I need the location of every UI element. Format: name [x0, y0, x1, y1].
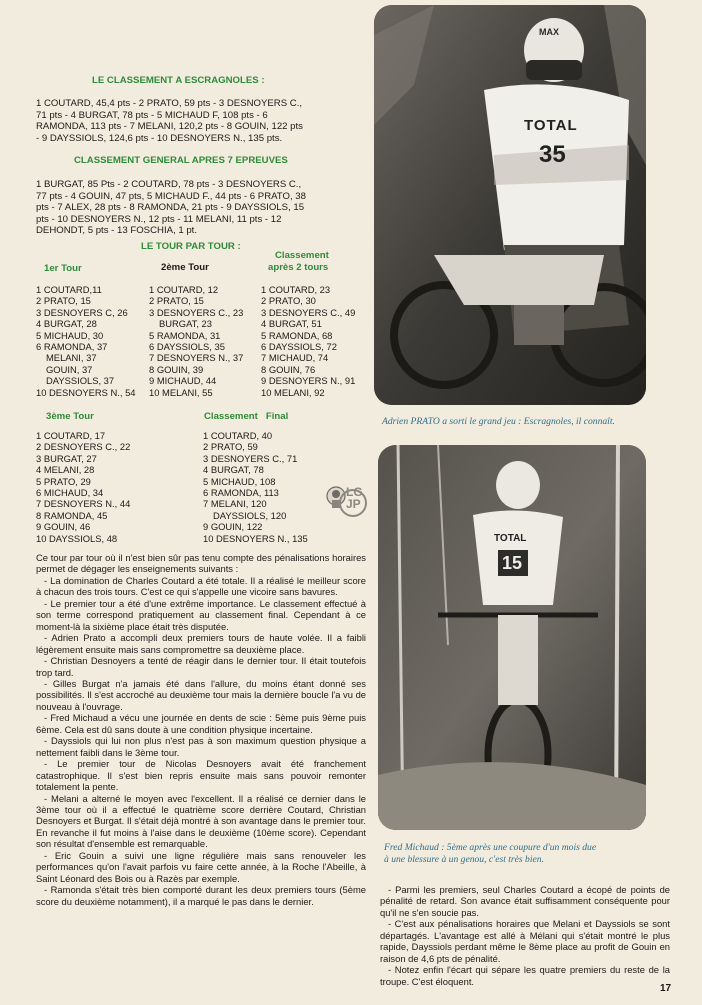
caption-line: à une blessure à un genou, c'est très bien. [384, 854, 544, 865]
list-item: 4 BURGAT, 28 [36, 318, 97, 330]
list-item: 7 DESNOYERS N., 44 [36, 498, 131, 510]
list-item: 5 MICHAUD, 108 [203, 475, 276, 487]
apres2-list [261, 284, 355, 398]
paragraph: - La domination de Charles Coutard a été totale. Il a réalisé le meilleur score à chacun des trois tours. C'est ce qui s'appelle une vicoire sans bavures. [36, 574, 366, 598]
list-item: 6 MICHAUD, 34 [36, 487, 104, 499]
list-item: 2 PRATO, 15 [36, 295, 91, 307]
list-item: 8 RAMONDA, 45 [36, 509, 108, 521]
list-item: 6 DAYSSIOLS, 72 [261, 341, 337, 353]
paragraph: - Melani a alterné le moyen avec l'excellent. Il a réalisé ce dernier dans le 3ème tour où il a effectué le quatrième score derrière Coutard, Christian Desnoyers et Burgat. Il s'était déjà montré à son avantage dans le premier tour. En revanche il fut moins à l'aise dans le deuxième (10ème score). Cependant son résultat d'ensemble est remarquable. [36, 792, 366, 850]
escragnoles-results [36, 98, 366, 144]
list-item: 9 MICHAUD, 44 [149, 375, 217, 387]
paragraph: - Dayssiols qui lui non plus n'est pas à son maximum question physique a nettement faibli dans le 3ème tour. [36, 735, 366, 758]
result-line: 1 COUTARD, 45,4 pts - 2 PRATO, 59 pts - 3 DESNOYERS C., [36, 98, 303, 109]
list-item: 5 RAMONDA, 31 [149, 329, 221, 341]
paragraph: - Ramonda s'était très bien comporté durant les deux premiers tours (5ème score du deuxième notamment), il a marqué le pas dans le dernier. [36, 884, 366, 907]
list-item: 9 DESNOYERS N., 91 [261, 375, 356, 387]
list-item: 4 BURGAT, 51 [261, 318, 322, 330]
page-number: 17 [660, 983, 672, 994]
body-left [36, 552, 366, 907]
paragraph: - Fred Michaud a vécu une journée en dents de scie : 5ème puis 9ème puis 6ème. Cela est dû sans doute à une condition physique incertaine. [36, 712, 366, 735]
list-item: 1 COUTARD, 23 [261, 284, 331, 295]
result-line: 77 pts - 4 GOUIN, 47 pts, 5 MICHAUD F., 44 pts - 6 PRATO, 38 [36, 190, 306, 202]
body-right [380, 884, 670, 987]
list-item: 6 DAYSSIOLS, 35 [149, 341, 225, 353]
list-item: 3 DESNOYERS C, 26 [36, 306, 128, 318]
paragraph: - Notez enfin l'écart qui sépare les quatre premiers du reste de la troupe. C'est éloquent. [380, 964, 670, 987]
list-item: 6 RAMONDA, 37 [36, 341, 108, 353]
list-item: 10 MELANI, 55 [149, 386, 213, 398]
list-item: 2 PRATO, 15 [149, 295, 204, 307]
list-item: 10 DAYSSIOLS, 48 [36, 532, 118, 544]
lgjp-stamp [322, 480, 368, 526]
list-item: 2 PRATO, 59 [203, 441, 258, 453]
race-number: 35 [539, 141, 566, 168]
list-item: 7 MICHAUD, 74 [261, 352, 329, 364]
tour1-heading: 1er Tour [44, 263, 82, 274]
list-item: 3 DESNOYERS C., 23 [149, 306, 244, 318]
jersey-label: TOTAL [524, 117, 578, 134]
list-item: DAYSSIOLS, 37 [46, 375, 115, 387]
list-item: BURGAT, 23 [159, 318, 212, 330]
list-item: 2 DESNOYERS C., 22 [36, 441, 131, 453]
list-item: 6 RAMONDA, 113 [203, 487, 279, 499]
result-line: DEHONDT, 5 pts - 13 FOSCHIA, 1 pt. [36, 225, 198, 237]
caption-photo2 [384, 842, 596, 866]
paragraph: - Eric Gouin a suivi une ligne régulière mais sans renouveler les performances qu'on l'avait parfois vu faire cette année, à la Roche l'Abeille, à Saint Léonard des Bois ou à Razès par exemple. [36, 849, 366, 884]
photo-prato [374, 5, 646, 405]
list-item: 1 COUTARD, 40 [203, 430, 273, 441]
classement-final-heading: Classement Final [204, 411, 289, 422]
list-item: 3 DESNOYERS C., 49 [261, 306, 356, 318]
list-item: 7 MELANI, 120 [203, 498, 267, 510]
list-item: 5 RAMONDA, 68 [261, 329, 333, 341]
list-item: 10 MELANI, 92 [261, 386, 325, 398]
paragraph: - Gilles Burgat n'a jamais été dans l'allure, du moins étant donné ses possibilités. Il s'est accroché au deuxième tour mais la dernière boucle l'a vu de nouveau à l'ouvrage. [36, 677, 366, 712]
result-line: 71 pts - 4 BURGAT, 78 pts - 5 MICHAUD F, 108 pts - 6 [36, 109, 268, 121]
list-item: 3 DESNOYERS C., 71 [203, 452, 298, 464]
list-item: 1 COUTARD,11 [36, 284, 102, 295]
caption-photo1: Adrien PRATO a sorti le grand jeu : Escragnoles, il connaît. [382, 416, 615, 427]
list-item: 9 GOUIN, 46 [36, 521, 91, 533]
list-item: 10 DESNOYERS N., 135 [203, 532, 308, 544]
list-item: 8 GOUIN, 39 [149, 363, 204, 375]
escragnoles-heading: LE CLASSEMENT A ESCRAGNOLES : [92, 75, 265, 86]
paragraph: Ce tour par tour où il n'est bien sûr pas tenu compte des pénalisations horaires permet de dégager les enseignements suivants : [36, 552, 366, 575]
list-item: 4 MELANI, 28 [36, 464, 95, 476]
tour3-list [36, 430, 130, 544]
paragraph: - Parmi les premiers, seul Charles Coutard a écopé de points de pénalité de retard. Son avance était suffisamment conséquente pour qu'il ne s'en soucie pas. [380, 884, 670, 918]
paragraph: - Adrien Prato a accompli deux premiers tours de haute volée. Il a faibli légèrement ensuite mais sans compromettre sa deuxième place. [36, 632, 366, 655]
list-item: DAYSSIOLS, 120 [213, 509, 287, 521]
paragraph: - C'est aux pénalisations horaires que Melani et Dayssiols se sont départagés. L'avantage est allé à Mélani qui s'était montré le plus rapide, Dayssiols perdant même le 8ème place au profit de Gouin en raison de 4,6 pts de pénalité. [380, 918, 670, 964]
stamp-label: LG JP [346, 485, 363, 511]
list-item: 1 COUTARD, 12 [149, 284, 219, 295]
list-item: MELANI, 37 [46, 352, 97, 364]
tour3-heading: 3ème Tour [46, 411, 94, 422]
paragraph: - Le premier tour de Nicolas Desnoyers avait été franchement catastrophique. Il s'est bien repris ensuite mais sans pouvoir remonter totalement la pente. [36, 758, 366, 793]
photo-michaud [378, 445, 646, 830]
classement-heading: Classement [275, 250, 329, 261]
apres-2-tours-heading: après 2 tours [268, 262, 329, 273]
tour2-heading: 2ème Tour [161, 262, 209, 273]
list-item: 2 PRATO, 30 [261, 295, 316, 307]
list-item: 8 GOUIN, 76 [261, 363, 316, 375]
result-line: pts - 7 ALEX, 28 pts - 8 RAMONDA, 21 pts - 9 DAYSSIOLS, 15 [36, 202, 305, 214]
tour2-list [149, 284, 243, 398]
caption-line: Fred Michaud : 5ème après une coupure d'un mois due [384, 842, 597, 853]
list-item: 9 GOUIN, 122 [203, 521, 263, 533]
result-line: RAMONDA, 113 pts - 7 MELANI, 120,2 pts - 8 GOUIN, 122 pts [36, 121, 303, 133]
general-results [36, 179, 366, 237]
list-item: 5 PRATO, 29 [36, 475, 91, 487]
final-list [203, 430, 308, 544]
list-item: 3 BURGAT, 27 [36, 452, 97, 464]
result-line: pts - 10 DESNOYERS N., 12 pts - 11 MELANI, 11 pts - 12 [36, 213, 282, 225]
paragraph: - Christian Desnoyers a tenté de réagir dans le dernier tour. Il était toutefois trop tard. [36, 655, 366, 678]
list-item: 5 MICHAUD, 30 [36, 329, 104, 341]
list-item: GOUIN, 37 [46, 363, 93, 375]
tour-par-tour-heading: LE TOUR PAR TOUR : [141, 241, 241, 252]
paragraph: - Le premier tour a été d'une extrême importance. Le classement effectué à son terme correspond pratiquement au classement final. Cependant à ce moment-là la sixième place était très disputée. [36, 597, 366, 632]
list-item: 7 DESNOYERS N., 37 [149, 352, 244, 364]
helmet-label: MAX [539, 27, 559, 37]
result-line: - 9 DAYSSIOLS, 124,6 pts - 10 DESNOYERS N., 135 pts. [36, 132, 283, 144]
race-number-2: 15 [502, 553, 523, 573]
list-item: 1 COUTARD, 17 [36, 430, 106, 441]
list-item: 4 BURGAT, 78 [203, 464, 264, 476]
tour1-list [36, 284, 136, 398]
jersey-label-2: TOTAL [494, 533, 527, 544]
list-item: 10 DESNOYERS N., 54 [36, 386, 136, 398]
general-heading: CLASSEMENT GENERAL APRES 7 EPREUVES [74, 155, 288, 166]
result-line: 1 BURGAT, 85 Pts - 2 COUTARD, 78 pts - 3 DESNOYERS C., [36, 179, 302, 190]
